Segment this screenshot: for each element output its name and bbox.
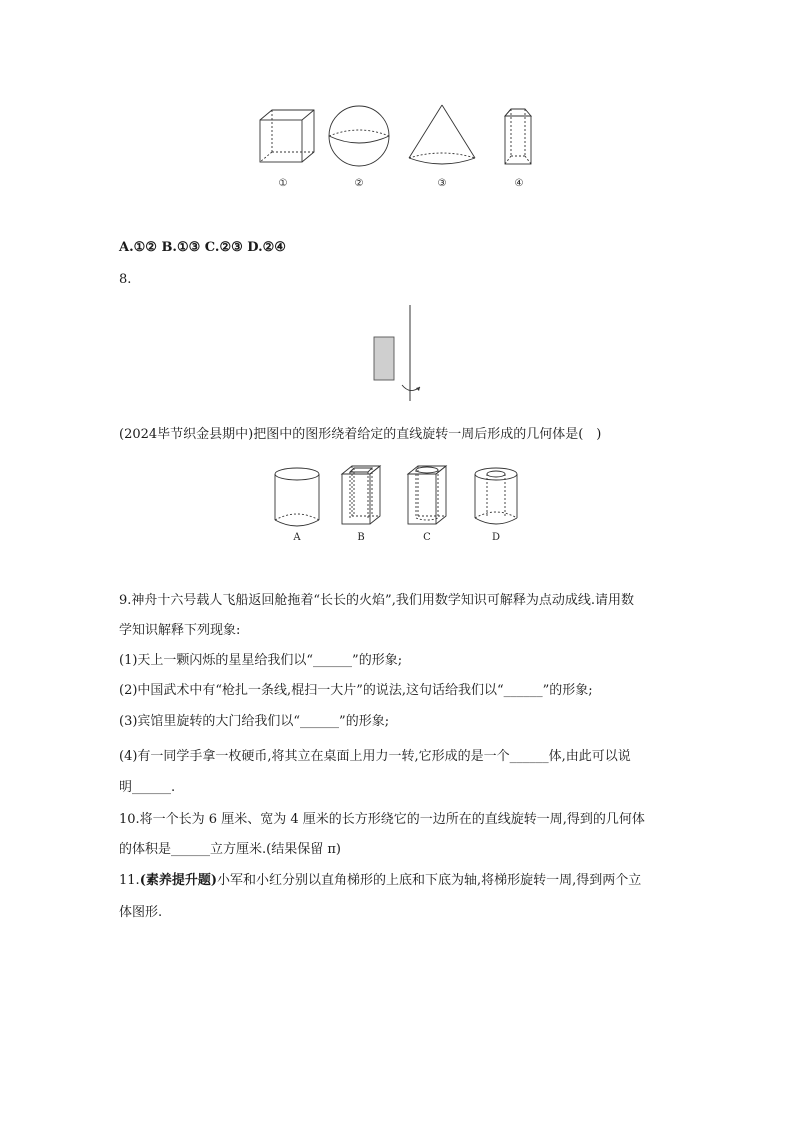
option-b-label: B [357,532,365,543]
q9-item-4-line-2: 明______. [119,780,176,795]
figure-label-2: ② [354,178,364,189]
q11-line-1 [119,873,641,889]
q8-number: 8. [119,272,132,287]
q9-item-4-line-1: (4)有一同学手拿一枚硬币,将其立在桌面上用力一转,它形成的是一个______体,由此可以说 [119,749,631,764]
q11-number: 11. [119,873,140,888]
q8-stem: (2024毕节织金县期中)把图中的图形绕着给定的直线旋转一周后形成的几何体是( ) [119,427,602,442]
option-d-label: D [491,532,501,543]
q7-figures [255,100,545,192]
cube-figure [260,110,314,162]
option-c-label: C [423,532,431,543]
rectangle-shape [374,337,394,380]
q9-item-1: (1)天上一颗闪烁的星星给我们以“______”的形象; [119,653,403,668]
q7-options: A.①② B.①③ C.②③ D.②④ [119,240,286,255]
option-a-label: A [293,532,301,543]
q11-line-2: 体图形. [119,905,163,920]
q10-line-1: 10.将一个长为 6 厘米、宽为 4 厘米的长方形绕它的一边所在的直线旋转一周,得到的几何体 [119,812,645,827]
option-c-prism-with-cylinder [408,466,446,524]
q11-line-1-text: 小军和小红分别以直角梯形的上底和下底为轴,将梯形旋转一周,得到两个立 [217,873,642,888]
q9-line-2: 学知识解释下列现象: [119,623,241,638]
figure-label-1: ① [278,178,288,189]
q11-tag: (素养提升题) [139,873,217,888]
figure-label-4: ④ [514,178,524,189]
q8-rotation-figure [368,303,438,403]
option-a-cylinder [275,468,319,526]
prism-figure [505,109,531,164]
sphere-figure [329,106,389,166]
q9-item-2: (2)中国武术中有“枪扎一条线,棍扫一大片”的说法,这句话给我们以“______”的形象; [119,683,593,698]
cone-figure [409,105,475,164]
q9-item-3: (3)宾馆里旋转的大门给我们以“______”的形象; [119,714,390,729]
option-b-hollow-prism [342,466,380,524]
q10-line-2: 的体积是______立方厘米.(结果保留 π) [119,842,341,857]
q8-options-figures [268,462,528,544]
figure-label-3: ③ [437,178,447,189]
option-d-hollow-cylinder [475,468,517,524]
q9-line-1: 9.神舟十六号载人飞船返回舱拖着“长长的火焰”,我们用数学知识可解释为点动成线.请用数 [119,593,634,608]
